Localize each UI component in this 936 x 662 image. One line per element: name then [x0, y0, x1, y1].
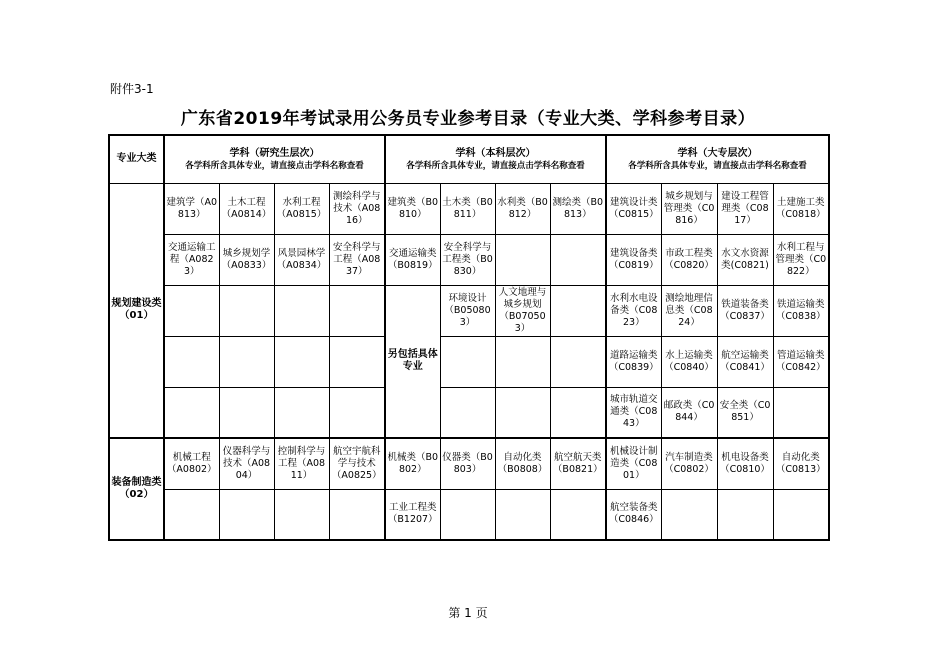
group-equipment-code: （02）	[119, 489, 154, 500]
group-equipment-name: 装备制造类	[111, 477, 162, 488]
subject-link[interactable]: 人文地理与城乡规划（B070503）	[495, 285, 550, 336]
subject-link[interactable]: 工业工程类（B1207）	[385, 489, 440, 540]
header-undergrad[interactable]	[385, 135, 606, 183]
subject-link[interactable]: 环境设计（B050803）	[440, 285, 495, 336]
header-undergrad-note: 各学科所含具体专业，请直接点击学科名称查看	[406, 160, 585, 171]
empty-cell	[550, 489, 606, 540]
subject-link[interactable]: 机械类（B0802）	[385, 438, 440, 489]
subject-link[interactable]: 管道运输类（C0842）	[773, 336, 829, 387]
subject-link[interactable]: 邮政类（C0844）	[661, 387, 717, 438]
subject-link[interactable]: 水利工程与管理类（C0822）	[773, 234, 829, 285]
subject-link[interactable]: 城市轨道交通类（C0843）	[606, 387, 661, 438]
group-planning-name: 规划建设类	[111, 298, 162, 310]
subject-link[interactable]: 航空航天类（B0821）	[550, 438, 606, 489]
empty-cell	[274, 387, 329, 438]
empty-cell	[274, 489, 329, 540]
subject-link[interactable]: 道路运输类（C0839）	[606, 336, 661, 387]
empty-cell	[274, 336, 329, 387]
header-graduate-note: 各学科所含具体专业，请直接点击学科名称查看	[185, 160, 364, 171]
other-majors-note: 另包括具体专业	[385, 285, 440, 438]
empty-cell	[550, 387, 606, 438]
subject-link[interactable]: 测绘类（B0813）	[550, 183, 606, 234]
subject-link[interactable]: 测绘科学与技术（A0816）	[329, 183, 385, 234]
empty-cell	[164, 285, 219, 336]
subject-link[interactable]: 铁道装备类（C0837）	[717, 285, 773, 336]
subject-link[interactable]: 仪器类（B0803）	[440, 438, 495, 489]
subject-link[interactable]: 水文水资源类(C0821)	[717, 234, 773, 285]
subject-link[interactable]: 交通运输类（B0819）	[385, 234, 440, 285]
empty-cell	[440, 336, 495, 387]
group-planning-code: （01）	[119, 310, 154, 322]
subject-link[interactable]: 交通运输工程（A0823）	[164, 234, 219, 285]
empty-cell	[440, 387, 495, 438]
subject-link[interactable]: 土木工程（A0814）	[219, 183, 274, 234]
subject-link[interactable]: 水利工程（A0815）	[274, 183, 329, 234]
subject-link[interactable]: 建筑学（A0813）	[164, 183, 219, 234]
subject-link[interactable]: 建筑设备类（C0819）	[606, 234, 661, 285]
subject-link[interactable]: 建筑类（B0810）	[385, 183, 440, 234]
empty-cell	[495, 387, 550, 438]
page-number: 第 1 页	[448, 606, 488, 620]
header-college-note: 各学科所含具体专业，请直接点击学科名称查看	[628, 160, 807, 171]
empty-cell	[661, 489, 717, 540]
subject-link[interactable]: 自动化类（C0813）	[773, 438, 829, 489]
subject-link[interactable]: 土建施工类（C0818）	[773, 183, 829, 234]
subject-link[interactable]: 航空宇航科学与技术（A0825）	[329, 438, 385, 489]
subject-link[interactable]: 土木类（B0811）	[440, 183, 495, 234]
subject-link[interactable]: 铁道运输类（C0838）	[773, 285, 829, 336]
subject-link[interactable]: 安全科学与工程类（B0830）	[440, 234, 495, 285]
subject-link[interactable]: 建设工程管理类（C0817）	[717, 183, 773, 234]
subject-link[interactable]: 自动化类（B0808）	[495, 438, 550, 489]
subject-link[interactable]: 水利水电设备类（C0823）	[606, 285, 661, 336]
table-row	[109, 387, 829, 438]
empty-cell	[550, 285, 606, 336]
subject-link[interactable]: 安全科学与工程（A0837）	[329, 234, 385, 285]
subject-link[interactable]: 航空运输类（C0841）	[717, 336, 773, 387]
group-planning	[109, 183, 164, 438]
subject-link[interactable]: 安全类（C0851）	[717, 387, 773, 438]
group-equipment	[109, 438, 164, 540]
table-row	[109, 183, 829, 234]
header-row	[109, 135, 829, 183]
subject-link[interactable]: 机械设计制造类（C0801）	[606, 438, 661, 489]
empty-cell	[773, 387, 829, 438]
subject-link[interactable]: 市政工程类（C0820）	[661, 234, 717, 285]
table-row	[109, 336, 829, 387]
subject-link[interactable]: 机械工程（A0802）	[164, 438, 219, 489]
header-graduate[interactable]	[164, 135, 385, 183]
empty-cell	[219, 285, 274, 336]
subject-link[interactable]: 风景园林学（A0834）	[274, 234, 329, 285]
subject-link[interactable]: 城乡规划与管理类（C0816）	[661, 183, 717, 234]
subject-link[interactable]: 建筑设计类（C0815）	[606, 183, 661, 234]
empty-cell	[164, 387, 219, 438]
empty-cell	[219, 336, 274, 387]
empty-cell	[773, 489, 829, 540]
empty-cell	[495, 489, 550, 540]
empty-cell	[219, 387, 274, 438]
subject-link[interactable]: 机电设备类（C0810）	[717, 438, 773, 489]
empty-cell	[550, 336, 606, 387]
attachment-label: 附件3-1	[110, 82, 154, 96]
page-title: 广东省2019年考试录用公务员专业参考目录（专业大类、学科参考目录）	[180, 109, 756, 129]
empty-cell	[329, 336, 385, 387]
empty-cell	[495, 336, 550, 387]
empty-cell	[329, 489, 385, 540]
table-row	[109, 285, 829, 336]
empty-cell	[329, 285, 385, 336]
catalog-table	[108, 134, 830, 541]
subject-link[interactable]: 控制科学与工程（A0811）	[274, 438, 329, 489]
empty-cell	[440, 489, 495, 540]
table-row	[109, 438, 829, 489]
subject-link[interactable]: 水利类（B0812）	[495, 183, 550, 234]
header-undergrad-label: 学科（本科层次）	[455, 147, 536, 159]
empty-cell	[329, 387, 385, 438]
empty-cell	[274, 285, 329, 336]
empty-cell	[495, 234, 550, 285]
empty-cell	[164, 336, 219, 387]
empty-cell	[164, 489, 219, 540]
subject-link[interactable]: 航空装备类（C0846）	[606, 489, 661, 540]
header-category: 专业大类	[109, 135, 164, 183]
empty-cell	[550, 234, 606, 285]
table-row	[109, 234, 829, 285]
subject-link[interactable]: 城乡规划学（A0833）	[219, 234, 274, 285]
subject-link[interactable]: 水上运输类（C0840）	[661, 336, 717, 387]
subject-link[interactable]: 汽车制造类（C0802）	[661, 438, 717, 489]
empty-cell	[717, 489, 773, 540]
header-college[interactable]	[606, 135, 829, 183]
subject-link[interactable]: 测绘地理信息类（C0824）	[661, 285, 717, 336]
header-college-label: 学科（大专层次）	[677, 147, 758, 159]
header-graduate-label: 学科（研究生层次）	[229, 147, 320, 159]
subject-link[interactable]: 仪器科学与技术（A0804）	[219, 438, 274, 489]
empty-cell	[219, 489, 274, 540]
table-row	[109, 489, 829, 540]
